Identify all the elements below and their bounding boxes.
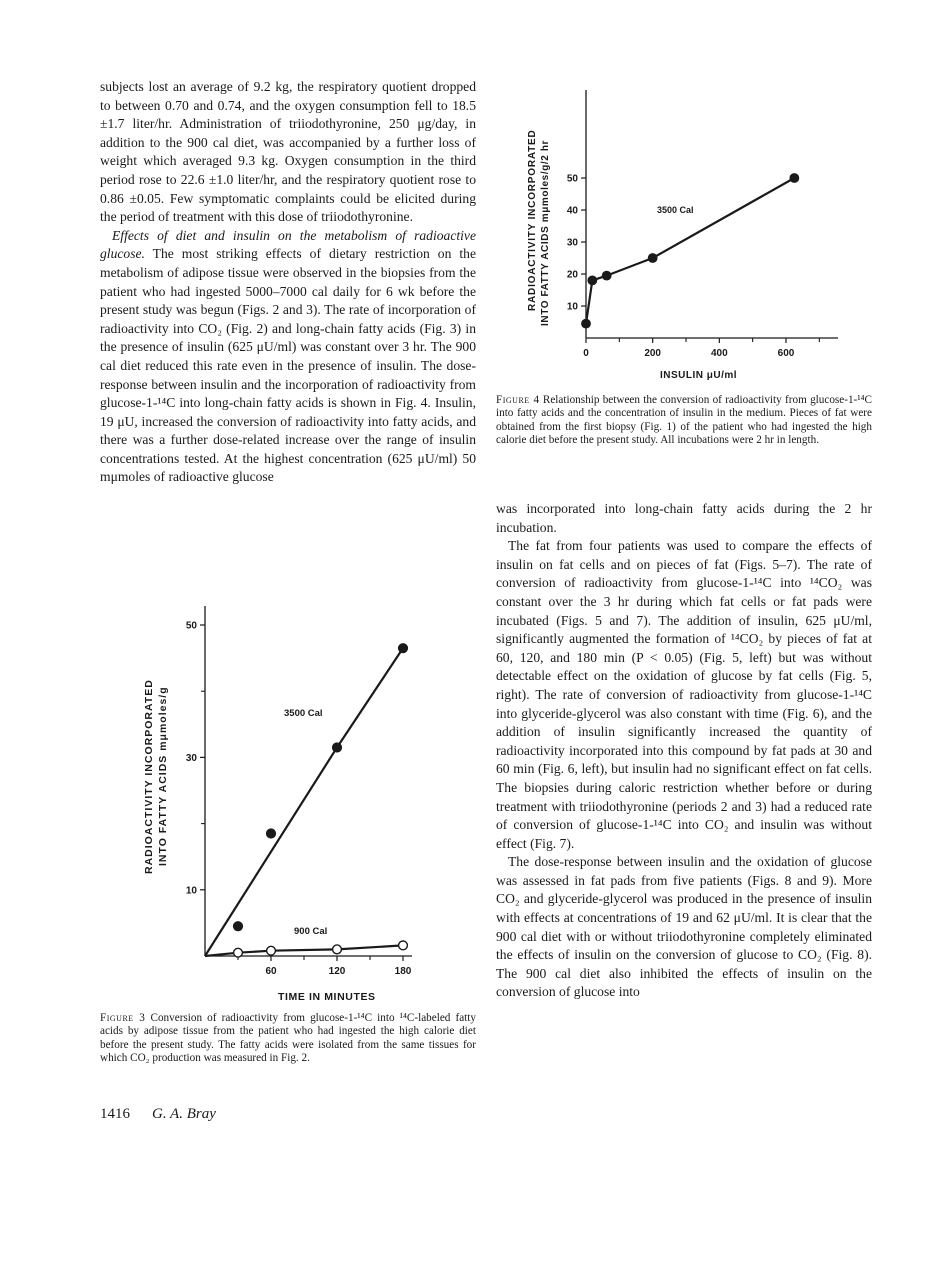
figure-3-ylabel-units: INTO FATTY ACIDS mμmoles/g — [157, 686, 169, 866]
y-tick-label: 20 — [566, 269, 578, 281]
data-point-filled — [602, 271, 610, 279]
data-point-open — [399, 941, 408, 950]
figure-4-axes — [567, 90, 838, 359]
x-tick-label: 60 — [265, 966, 277, 977]
y-tick-label: 30 — [185, 752, 197, 764]
figure-3-marks — [205, 644, 407, 957]
x-tick-label: 600 — [777, 348, 795, 359]
y-tick-label: 50 — [566, 173, 578, 185]
running-author: G. A. Bray — [152, 1106, 216, 1122]
y-tick-label: 50 — [185, 620, 197, 632]
figure-3-xlabel: TIME IN MINUTES — [278, 991, 376, 1003]
figure-3-caption — [100, 1012, 476, 1066]
figure-4-marks — [582, 174, 799, 328]
figure-4-caption — [496, 394, 872, 448]
data-point-open — [267, 946, 276, 955]
figure-4-ylabel: RADIOACTIVITY INCORPORATED — [527, 129, 538, 311]
y-tick-label: 10 — [566, 301, 578, 313]
section-heading: Effects of diet and insulin on the metabolism of radioactive glucose. — [100, 227, 476, 262]
figure-3-chart — [130, 604, 470, 1004]
right-column — [496, 500, 872, 1002]
data-point-filled — [267, 829, 276, 838]
figure-4-series-label: 3500 Cal — [657, 205, 694, 215]
figure-3-axes — [186, 606, 412, 977]
data-point-open — [333, 945, 342, 954]
figure-3-ylabel: RADIOACTIVITY INCORPORATED — [143, 679, 155, 874]
figure-3-series2-label: 900 Cal — [294, 926, 328, 937]
y-tick-label: 30 — [566, 237, 578, 249]
data-point-filled — [333, 743, 342, 752]
x-tick-label: 200 — [644, 348, 662, 359]
data-point-filled — [588, 276, 596, 284]
paragraph-body: The most striking effects of dietary restriction on the metabolism of adipose tissue were observed in the biopsies from the patient who had ingested 5000–7000 cal daily for 6 wk before the present study was begun (Figs. 2 and 3). The rate of incorporation of radioactivity into CO₂ (Fig. 2) and long-chain fatty acids (Fig. 3) in the presence of insulin (625 μU/ml) was constant over 3 hr. The 900 cal diet reduced this rate even in the presence of insulin. The dose-response between insulin and the incorporation of radioactivity from glucose-1-¹⁴C into long-chain fatty acids is shown in Fig. 4. Insulin, 19 μU, increased the conversion of radioactivity into fatty acids, and there was a further dose-related increase over the range of insulin concentrations tested. At the highest concentration (625 μU/ml) 50 mμmoles of radioactive glucose — [100, 246, 476, 485]
data-point-filled — [234, 922, 243, 931]
body-paragraph: The fat from four patients was used to compare the effects of insulin on fat cells and on pieces of fat (Figs. 5–7). The rate of conversion of radioactivity from glucose-1-¹⁴C into ¹⁴CO₂ was constant over the 3 hr during which fat cells or fat pads were incubated (Figs. 5 and 7). The addition of insulin, 625 μU/ml, significantly augmented the formation of ¹⁴CO₂ by pieces of fat at 60, 120, and 180 min (P < 0.05) (Fig. 5, left) but was without detectable effect on the oxidation of glucose by fat cells (Fig. 5, right). The rate of conversion of radioactivity from glucose-1-¹⁴C into glyceride-glycerol was also constant with time (Fig. 6), and the addition of insulin significantly increased the quantity of radioactivity incorporated into this compound by fat pads at 30 and 60 min (Fig. 6, left), but insulin had no significant effect on fat cells. The biopsies during caloric restriction whether before or during treatment with triiodothyronine (periods 2 and 3) had a reduced rate of conversion of glucose-1-¹⁴C into CO₂ and insulin was without effect (Fig. 7). — [496, 538, 872, 851]
figure-4-chart — [520, 86, 860, 386]
page-footer — [100, 1106, 216, 1123]
data-point-filled — [399, 644, 408, 653]
left-column — [100, 78, 476, 487]
figure-4-caption-text: Relationship between the conversion of radioactivity from glucose-1-¹⁴C into fatty acids and the concentration of insulin in the medium. Pieces of fat were obtained from the first biopsy (Fig. 1) of the patient who had ingested the high calorie diet before the present study. All incubations were 2 hr in length. — [496, 394, 873, 447]
figure-3 — [130, 604, 470, 1004]
data-point-filled — [582, 319, 590, 327]
figure-3-caption-label: Figure 3 — [100, 1012, 146, 1024]
figure-3-series1-label: 3500 Cal — [284, 708, 323, 719]
body-paragraph: The dose-response between insulin and the oxidation of glucose was assessed in fat pads from five patients (Figs. 8 and 9). More CO₂ and glyceride-glycerol was produced in the presence of insulin with effects at concentrations of 19 and 62 μU/ml. It is clear that the 900 cal diet with or without triiodothyronine completely eliminated the effects of insulin on the conversion of glucose to CO₂ (Fig. 8). The 900 cal diet also inhibited the effects of insulin on the conversion of glucose into — [496, 854, 872, 1000]
series-line-1 — [586, 178, 794, 324]
data-point-open — [234, 948, 243, 957]
y-tick-label: 10 — [185, 885, 197, 897]
figure-3-caption-text: Conversion of radioactivity from glucose-1-¹⁴C into ¹⁴C-labeled fatty acids by adipose tissue from the patient who had ingested the high calorie diet before the present study. The fatty acids were isolated from the same tissues for which CO₂ production was measured in Fig. 2. — [100, 1012, 476, 1065]
x-tick-label: 400 — [710, 348, 728, 359]
series-line-1 — [205, 648, 403, 956]
x-tick-label: 120 — [328, 966, 346, 977]
figure-4-caption-label: Figure 4 — [496, 394, 540, 406]
figure-4-ylabel-units: INTO FATTY ACIDS mμmoles/g/2 hr — [540, 139, 551, 326]
body-paragraph: was incorporated into long-chain fatty acids during the 2 hr incubation. — [496, 501, 872, 535]
figure-4-xlabel: INSULIN μU/ml — [660, 370, 738, 381]
y-tick-label: 40 — [566, 205, 578, 217]
page-number: 1416 — [100, 1106, 130, 1122]
x-tick-label: 0 — [583, 348, 589, 359]
body-paragraph — [100, 227, 476, 487]
body-paragraph: subjects lost an average of 9.2 kg, the respiratory quotient dropped to between 0.70 and 0.74, and the oxygen consumption fell to 18.5 ±1.7 liter/hr. Administration of triiodothyronine, 250 μg/day, in addition to the 900 cal diet, was accompanied by a further loss of weight which averaged 9.3 kg. Oxygen consumption in the third period rose to 22.6 ±1.0 liter/hr, and the respiratory quotient rose to 0.86 ±0.05. Few symptomatic complaints could be elicited during the period of treatment with this dose of triiodothyronine. — [100, 79, 476, 225]
data-point-filled — [648, 254, 656, 262]
data-point-filled — [790, 174, 798, 182]
figure-4 — [520, 86, 860, 386]
x-tick-label: 180 — [394, 966, 412, 977]
